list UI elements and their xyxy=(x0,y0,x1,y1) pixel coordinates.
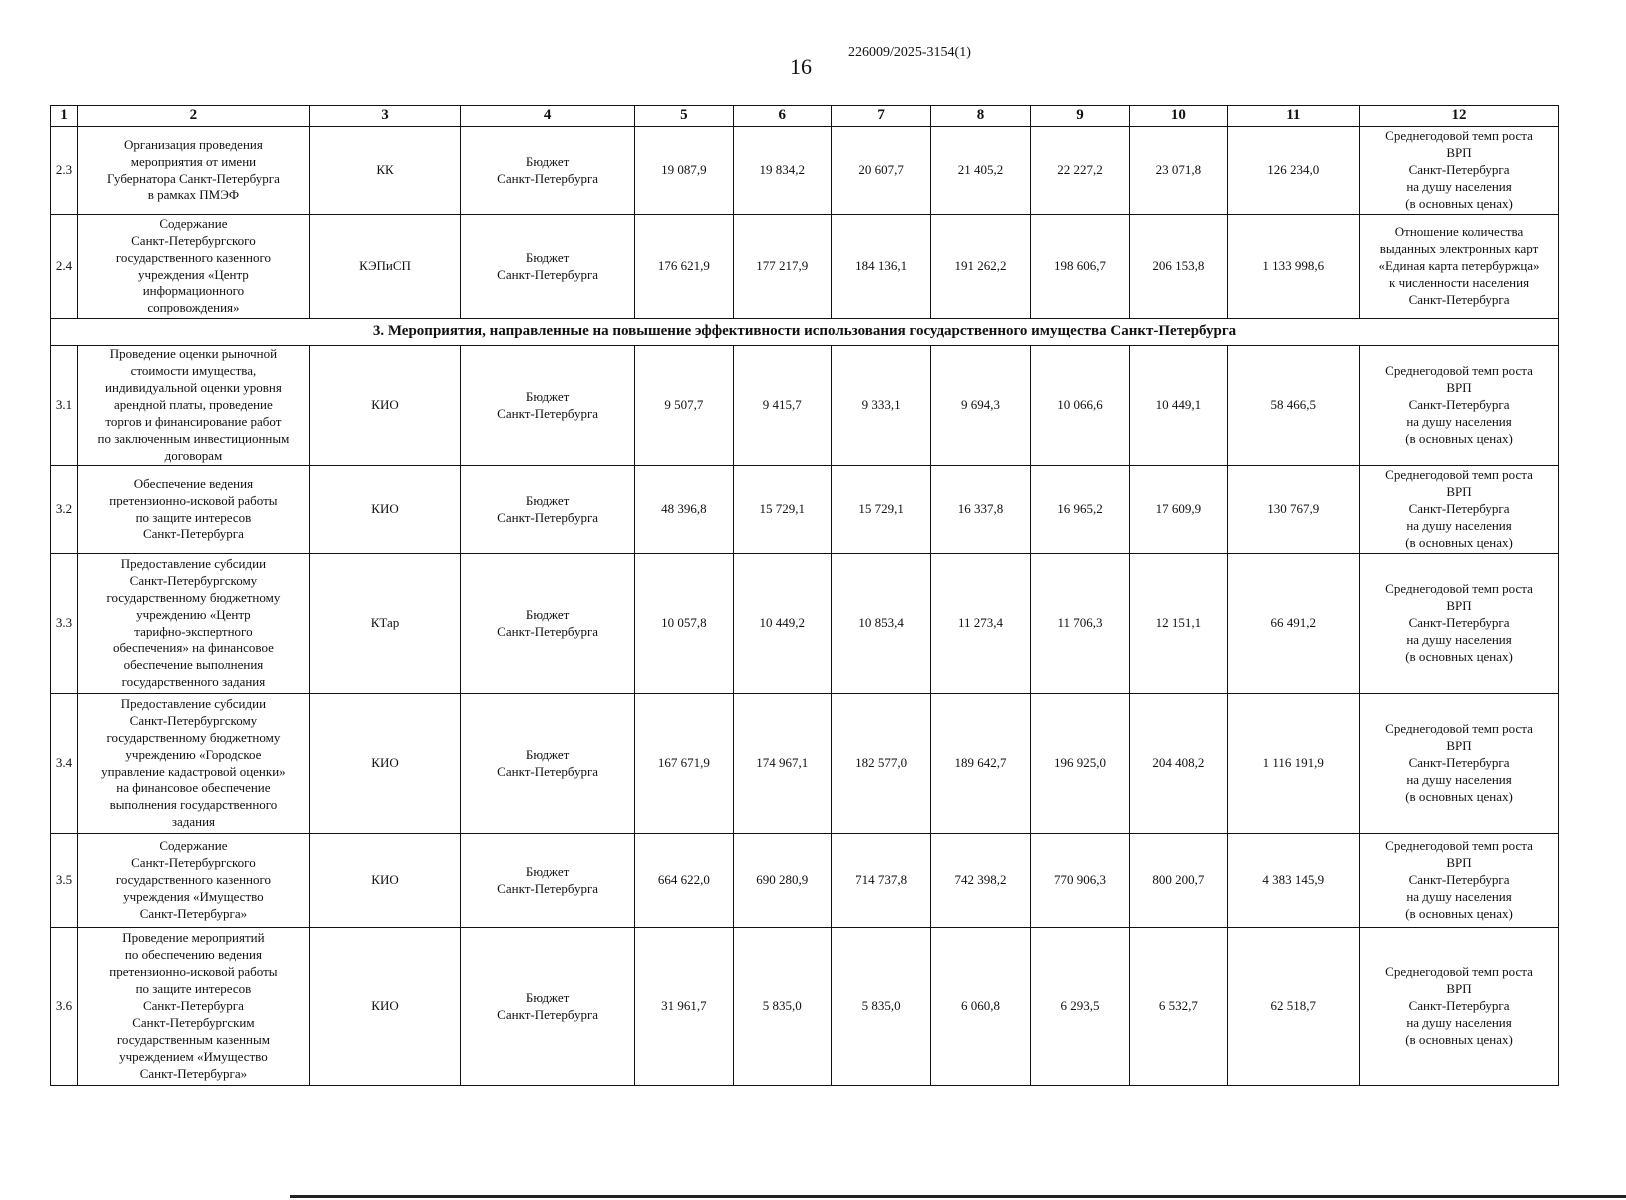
total-cell: 130 767,9 xyxy=(1227,466,1360,554)
value-cell: 9 415,7 xyxy=(733,346,831,466)
funding-source: Бюджет Санкт-Петербурга xyxy=(461,928,635,1086)
value-cell: 800 200,7 xyxy=(1130,834,1227,928)
activity-name: Обеспечение ведения претензионно-исковой работы по защите интересов Санкт-Петербурга xyxy=(77,466,309,554)
value-cell: 664 622,0 xyxy=(635,834,733,928)
row-number: 2.4 xyxy=(51,215,78,319)
value-cell: 48 396,8 xyxy=(635,466,733,554)
value-cell: 9 694,3 xyxy=(931,346,1030,466)
total-cell: 62 518,7 xyxy=(1227,928,1360,1086)
indicator: Среднегодовой темп роста ВРП Санкт-Петербурга на душу населения (в основных ценах) xyxy=(1360,554,1559,694)
total-cell: 66 491,2 xyxy=(1227,554,1360,694)
table-row xyxy=(51,215,1559,319)
indicator: Среднегодовой темп роста ВРП Санкт-Петербурга на душу населения (в основных ценах) xyxy=(1360,928,1559,1086)
column-header: 10 xyxy=(1130,106,1227,127)
page-number: 16 xyxy=(790,54,812,79)
value-cell: 16 337,8 xyxy=(931,466,1030,554)
value-cell: 196 925,0 xyxy=(1030,694,1129,834)
value-cell: 204 408,2 xyxy=(1130,694,1227,834)
activity-name: Организация проведения мероприятия от имени Губернатора Санкт-Петербурга в рамках ПМЭФ xyxy=(77,127,309,215)
activity-name: Проведение мероприятий по обеспечению ведения претензионно-исковой работы по защите интересов Санкт-Петербурга Санкт-Петербургским государственным казенным учреждением «Имущество Санкт-Петербурга» xyxy=(77,928,309,1086)
table-row xyxy=(51,694,1559,834)
funding-source: Бюджет Санкт-Петербурга xyxy=(461,466,635,554)
funding-source: Бюджет Санкт-Петербурга xyxy=(461,834,635,928)
value-cell: 176 621,9 xyxy=(635,215,733,319)
value-cell: 17 609,9 xyxy=(1130,466,1227,554)
value-cell: 174 967,1 xyxy=(733,694,831,834)
value-cell: 182 577,0 xyxy=(831,694,930,834)
activity-name: Содержание Санкт-Петербургского государственного казенного учреждения «Центр информационного сопровождения» xyxy=(77,215,309,319)
value-cell: 206 153,8 xyxy=(1130,215,1227,319)
value-cell: 167 671,9 xyxy=(635,694,733,834)
executor: КТар xyxy=(309,554,460,694)
value-cell: 15 729,1 xyxy=(733,466,831,554)
value-cell: 11 706,3 xyxy=(1030,554,1129,694)
program-activities-table xyxy=(50,105,1559,1086)
value-cell: 21 405,2 xyxy=(931,127,1030,215)
funding-source: Бюджет Санкт-Петербурга xyxy=(461,215,635,319)
value-cell: 189 642,7 xyxy=(931,694,1030,834)
document-id: 226009/2025-3154(1) xyxy=(848,45,971,60)
table-row xyxy=(51,554,1559,694)
indicator: Среднегодовой темп роста ВРП Санкт-Петербурга на душу населения (в основных ценах) xyxy=(1360,694,1559,834)
total-cell: 58 466,5 xyxy=(1227,346,1360,466)
value-cell: 198 606,7 xyxy=(1030,215,1129,319)
indicator: Среднегодовой темп роста ВРП Санкт-Петербурга на душу населения (в основных ценах) xyxy=(1360,127,1559,215)
funding-source: Бюджет Санкт-Петербурга xyxy=(461,694,635,834)
indicator: Среднегодовой темп роста ВРП Санкт-Петербурга на душу населения (в основных ценах) xyxy=(1360,346,1559,466)
value-cell: 5 835,0 xyxy=(831,928,930,1086)
value-cell: 177 217,9 xyxy=(733,215,831,319)
value-cell: 23 071,8 xyxy=(1130,127,1227,215)
column-header: 2 xyxy=(77,106,309,127)
value-cell: 20 607,7 xyxy=(831,127,930,215)
column-header: 8 xyxy=(931,106,1030,127)
value-cell: 9 333,1 xyxy=(831,346,930,466)
column-header: 6 xyxy=(733,106,831,127)
value-cell: 6 532,7 xyxy=(1130,928,1227,1086)
value-cell: 19 834,2 xyxy=(733,127,831,215)
column-header: 4 xyxy=(461,106,635,127)
total-cell: 4 383 145,9 xyxy=(1227,834,1360,928)
indicator: Отношение количества выданных электронных карт «Единая карта петербуржца» к численности населения Санкт-Петербурга xyxy=(1360,215,1559,319)
value-cell: 6 293,5 xyxy=(1030,928,1129,1086)
table-row xyxy=(51,466,1559,554)
activity-name: Предоставление субсидии Санкт-Петербургскому государственному бюджетному учреждению «Центр тарифно-экспертного обеспечения» на финансовое обеспечение выполнения государственного задания xyxy=(77,554,309,694)
value-cell: 10 449,2 xyxy=(733,554,831,694)
value-cell: 31 961,7 xyxy=(635,928,733,1086)
total-cell: 1 133 998,6 xyxy=(1227,215,1360,319)
value-cell: 6 060,8 xyxy=(931,928,1030,1086)
value-cell: 184 136,1 xyxy=(831,215,930,319)
funding-source: Бюджет Санкт-Петербурга xyxy=(461,346,635,466)
value-cell: 191 262,2 xyxy=(931,215,1030,319)
value-cell: 10 449,1 xyxy=(1130,346,1227,466)
value-cell: 22 227,2 xyxy=(1030,127,1129,215)
funding-source: Бюджет Санкт-Петербурга xyxy=(461,127,635,215)
executor: КИО xyxy=(309,346,460,466)
value-cell: 11 273,4 xyxy=(931,554,1030,694)
column-header: 9 xyxy=(1030,106,1129,127)
column-header: 1 xyxy=(51,106,78,127)
row-number: 3.3 xyxy=(51,554,78,694)
value-cell: 12 151,1 xyxy=(1130,554,1227,694)
row-number: 3.4 xyxy=(51,694,78,834)
table-row xyxy=(51,127,1559,215)
executor: КК xyxy=(309,127,460,215)
table-row xyxy=(51,834,1559,928)
value-cell: 10 057,8 xyxy=(635,554,733,694)
value-cell: 10 853,4 xyxy=(831,554,930,694)
section-heading-row xyxy=(51,319,1559,346)
indicator: Среднегодовой темп роста ВРП Санкт-Петербурга на душу населения (в основных ценах) xyxy=(1360,466,1559,554)
activity-name: Проведение оценки рыночной стоимости имущества, индивидуальной оценки уровня арендной платы, проведение торгов и финансирование работ по заключенным инвестиционным договорам xyxy=(77,346,309,466)
total-cell: 126 234,0 xyxy=(1227,127,1360,215)
executor: КИО xyxy=(309,834,460,928)
column-header: 12 xyxy=(1360,106,1559,127)
column-header: 7 xyxy=(831,106,930,127)
value-cell: 15 729,1 xyxy=(831,466,930,554)
page-bottom-rule xyxy=(290,1195,1626,1198)
executor: КИО xyxy=(309,466,460,554)
value-cell: 690 280,9 xyxy=(733,834,831,928)
table-row xyxy=(51,346,1559,466)
row-number: 3.1 xyxy=(51,346,78,466)
value-cell: 10 066,6 xyxy=(1030,346,1129,466)
indicator: Среднегодовой темп роста ВРП Санкт-Петербурга на душу населения (в основных ценах) xyxy=(1360,834,1559,928)
value-cell: 9 507,7 xyxy=(635,346,733,466)
value-cell: 19 087,9 xyxy=(635,127,733,215)
row-number: 3.6 xyxy=(51,928,78,1086)
value-cell: 770 906,3 xyxy=(1030,834,1129,928)
executor: КЭПиСП xyxy=(309,215,460,319)
row-number: 3.2 xyxy=(51,466,78,554)
executor: КИО xyxy=(309,928,460,1086)
funding-source: Бюджет Санкт-Петербурга xyxy=(461,554,635,694)
value-cell: 742 398,2 xyxy=(931,834,1030,928)
row-number: 2.3 xyxy=(51,127,78,215)
value-cell: 5 835,0 xyxy=(733,928,831,1086)
row-number: 3.5 xyxy=(51,834,78,928)
activity-name: Содержание Санкт-Петербургского государственного казенного учреждения «Имущество Санкт-Петербурга» xyxy=(77,834,309,928)
section-title: 3. Мероприятия, направленные на повышение эффективности использования государственного имущества Санкт-Петербурга xyxy=(51,319,1559,346)
table-row xyxy=(51,928,1559,1086)
column-number-header-row xyxy=(51,106,1559,127)
activity-name: Предоставление субсидии Санкт-Петербургскому государственному бюджетному учреждению «Городское управление кадастровой оценки» на финансовое обеспечение выполнения государственного задания xyxy=(77,694,309,834)
value-cell: 16 965,2 xyxy=(1030,466,1129,554)
column-header: 3 xyxy=(309,106,460,127)
executor: КИО xyxy=(309,694,460,834)
column-header: 5 xyxy=(635,106,733,127)
value-cell: 714 737,8 xyxy=(831,834,930,928)
total-cell: 1 116 191,9 xyxy=(1227,694,1360,834)
column-header: 11 xyxy=(1227,106,1360,127)
